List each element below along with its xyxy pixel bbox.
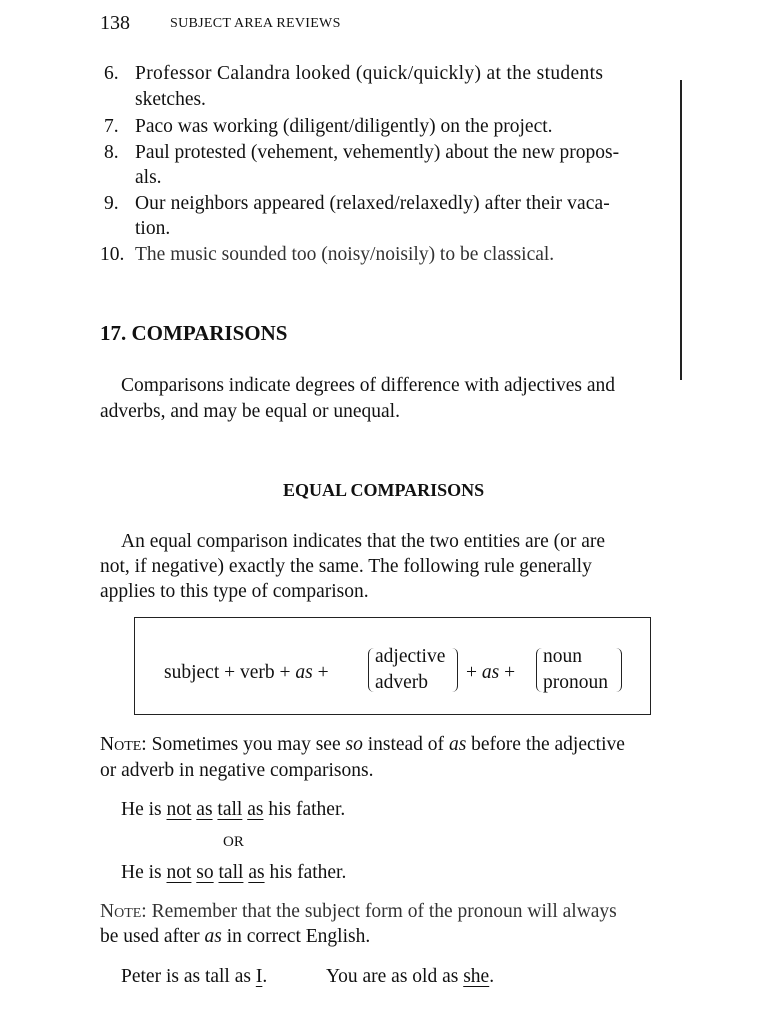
note2-as: as [204,926,222,947]
example-2 [121,862,346,884]
note1-as: as [448,734,467,755]
section-intro-line2: adverbs, and may be equal or unequal. [100,401,400,422]
exercise-8-line1: Paul protested (vehement, vehemently) about the new propos- [135,142,620,163]
ex2-tall: tall [218,862,244,883]
ex2-so: so [196,862,214,883]
margin-rule [680,80,682,380]
exercise-7-line1: Paco was working (diligent/diligently) on the project. [135,116,553,137]
running-head: SUBJECT AREA REVIEWS [170,16,341,31]
ex2-he-is: He is [121,862,167,883]
equal-comparisons-heading: EQUAL COMPARISONS [283,480,485,500]
exercise-9-line1: Our neighbors appeared (relaxed/relaxedly) after their vaca- [135,193,610,214]
option-pronoun: pronoun [543,672,608,693]
equal-para-line2: not, if negative) exactly the same. The following rule generally [100,556,592,577]
exercise-10-line1: The music sounded too (noisy/noisily) to be classical. [135,244,555,265]
page-number: 138 [100,12,130,34]
section-intro-line1: Comparisons indicate degrees of difference with adjectives and [121,375,616,396]
note1-label: Note: [100,734,147,755]
ex1-tall: tall [217,799,243,820]
final-right-a: You are as old as [326,966,464,987]
equal-para-line3: applies to this type of comparison. [100,581,369,602]
final-right-b: . [489,966,495,987]
formula-prefix [164,662,329,684]
equal-para-line1: An equal comparison indicates that the two entities are (or are [121,531,606,552]
or-label: OR [223,834,244,850]
note2-line2 [100,926,370,948]
exercise-8-line2: als. [135,167,162,188]
brace-left-1 [368,648,374,692]
note2-line1 [100,901,617,923]
exercise-6-line1: Professor Calandra looked (quick/quickly) at the students [135,63,604,84]
brace-left-2 [536,648,542,692]
final-example-left [121,966,267,988]
exercise-6-line2: sketches. [135,89,206,110]
option-adverb: adverb [375,672,429,693]
exercise-8-number: 8. [104,142,119,163]
example-1 [121,799,345,821]
formula-middle [466,662,515,684]
final-example-right [326,966,494,988]
exercise-7-number: 7. [104,116,119,137]
formula-as-1: as [295,662,313,683]
section-title: 17. COMPARISONS [100,321,288,345]
final-right-pronoun: she [463,966,490,987]
note2-line2-b: in correct English. [221,926,371,947]
exercise-6-number: 6. [104,63,119,84]
exercise-10-number: 10. [100,244,125,265]
note2-line2-a: be used after [100,926,205,947]
note1-line2: or adverb in negative comparisons. [100,760,374,781]
formula-prefix-text: subject + verb + [164,662,296,683]
ex1-as-2: as [247,799,264,820]
option-adjective: adjective [375,646,446,667]
note1-text-c: before the adjective [466,734,625,755]
ex2-not: not [166,862,192,883]
ex2-rest: his father. [264,862,347,883]
option-noun: noun [543,646,582,667]
brace-right-2 [616,648,622,692]
ex1-as: as [196,799,213,820]
formula-plus-2: + [466,662,477,683]
exercise-9-line2: tion. [135,218,171,239]
formula-as-2: as [481,662,500,683]
formula-plus-1: + [312,662,329,683]
ex2-as-2: as [248,862,265,883]
exercise-9-number: 9. [104,193,119,214]
final-left-b: . [262,966,268,987]
formula-plus-3: + [504,662,516,683]
note1-so: so [345,734,363,755]
note2-text-a: Remember that the subject form of the pronoun will always [146,901,617,922]
ex1-rest: his father. [263,799,346,820]
note2-label: Note: [100,901,147,922]
note1-line1 [100,734,625,756]
note1-text-a: Sometimes you may see [146,734,346,755]
final-left-a: Peter is as tall as [121,966,256,987]
ex1-he-is: He is [121,799,167,820]
brace-right-1 [452,648,458,692]
ex1-not: not [166,799,192,820]
final-left-pronoun: I [255,966,263,987]
note1-text-b: instead of [362,734,449,755]
